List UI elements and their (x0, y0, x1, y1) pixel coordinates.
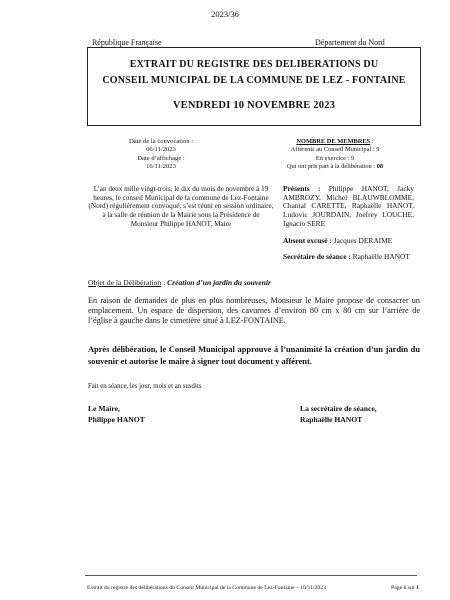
members-exercice: En exercice : 9 (315, 154, 355, 162)
signature-maire-name: Philippe HANOT (88, 415, 145, 424)
objet-label: Objet de la Délibération (88, 278, 162, 287)
title-box (87, 47, 421, 126)
objet-separator: : (161, 278, 168, 287)
members-heading: NOMBRE DE MEMBRES (296, 138, 371, 145)
signature-secretaire-name: Raphaëlle HANOT (300, 415, 363, 424)
footer-page-of: sur (406, 585, 417, 591)
footer-rule (85, 575, 417, 576)
intro-paragraph: L’an deux mille vingt-trois, le dix du mois de novembre à 19 heures, le conseil Municipal de la commune de Lez-Fontaine (Nord) régulièrement convoqué, s’est réuni en session ordinaire, à la salle de réunion de la Mairie sous la Présidence de Monsieur Philippe HANOT, Maire (88, 185, 274, 228)
signature-secretaire-role: La secrétaire de séance, (300, 404, 377, 413)
footer-page (391, 585, 419, 591)
objet-value: Création d’un jardin du souvenir (167, 278, 271, 287)
convocation-label: Date de la convocation : (128, 138, 194, 145)
secretary-name: Raphaëlle HANOT (352, 252, 410, 262)
footer-page-total: 1 (416, 585, 419, 591)
document-reference: 2023/36 (211, 9, 239, 19)
decision-paragraph: Après délibération, le Conseil Municipal approuve à l’unanimité la création d’un jardin du souvenir et autorise le maire à signer tout document y afférent. (88, 345, 420, 366)
objet-line (88, 278, 271, 287)
signature-maire (88, 403, 145, 425)
presents-list: Philippe HANOT, Jacky AMBROZY, Michel BLAUWBLOMME, Chantal CARETTE, Raphaëlle HANOT, Ludovic JOURDAIN, Joefrey LOUCHE, Ignacio SERE (283, 184, 414, 228)
body-paragraph: En raison de demandes de plus en plus nombreuses, Monsieur le Maire propose de consacrer un emplacement. Un espace de dispersion, des cavurnes d’environ 80 cm x 80 cm sur l’arrière de l’église à gauche dans le cimetière situé à LEZ-FONTAINE. (88, 296, 420, 325)
footer-page-num: 1 (403, 585, 407, 591)
title-date: VENDREDI 10 NOVEMBRE 2023 (172, 100, 336, 111)
title-line-2: CONSEIL MUNICIPAL DE LA COMMUNE DE LEZ - FONTAINE (102, 75, 406, 86)
members-block (268, 138, 402, 171)
members-afferents: Afférents au Conseil Municipal : 9 (290, 146, 380, 154)
dates-block (112, 138, 210, 172)
footer (87, 585, 419, 591)
affichage-label: Date d’affichage : (137, 154, 185, 162)
header-republique: République Française (92, 38, 162, 47)
absent-name: Jacques DERAIME (333, 235, 393, 245)
title-line-1: EXTRAIT DU REGISTRE DES DELIBERATIONS DU (129, 59, 379, 70)
header-departement: Département du Nord (315, 38, 385, 47)
absent-label: Absent excusé : (283, 235, 334, 245)
signature-maire-role: Le Maire, (88, 404, 120, 413)
members-participated-value: 08 (376, 162, 384, 170)
fait-en-seance: Fait en séance, les jour, mois et an susdits (88, 383, 202, 390)
affichage-date: 16/11/2023 (146, 163, 176, 171)
footer-text: Extrait du registre des délibérations du Conseil Municipal de la Commune de Lez-Fontaine – 10/11/2023 (87, 585, 326, 591)
members-participated-label: Qui ont pris part à la délibération : (286, 162, 377, 170)
members-heading-suffix: : (370, 138, 374, 145)
signature-secretaire (300, 403, 377, 425)
presents-label: Présents : (283, 184, 329, 193)
secretary-label: Secrétaire de séance : (283, 252, 353, 262)
footer-page-label: Page (391, 585, 404, 591)
attendance-block (283, 185, 414, 270)
convocation-date: 06/11/2023 (146, 146, 176, 154)
